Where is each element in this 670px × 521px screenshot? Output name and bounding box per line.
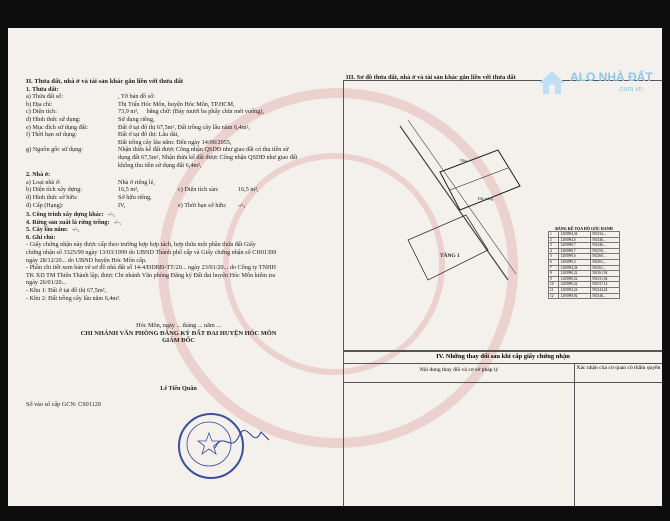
area-label: c) Diện tích: [26, 108, 57, 116]
coordinate-table [548, 226, 620, 299]
coordinate-cell: 1203990,7 [559, 243, 591, 249]
coordinate-table-title: BẢNG KÊ TỌA ĐỘ GÓC RANH [555, 226, 613, 231]
coordinate-cell: 1203990,22 [559, 282, 591, 288]
address-label: b) Địa chỉ: [26, 100, 53, 108]
house-type-label: a) Loại nhà ở: [26, 178, 61, 186]
note-line-8: - Khu 2: Đất trồng cây lâu năm 6,4m². [26, 294, 121, 302]
coordinate-cell: 592150,... [591, 248, 620, 254]
brand-domain: .com.vn [618, 86, 643, 93]
register-number: Số vào sổ cấp GCN: CS01129 [26, 400, 101, 408]
coordinate-cell: 1203998,92 [559, 293, 591, 299]
note-line-2: chứng nhận số 3325/99 ngày 13/03/1999 do UBND Thành phố cấp và Giấy chứng nhận số CH01399 [26, 249, 277, 257]
coordinate-row [549, 293, 620, 299]
floor-area-label: c) Diện tích sàn: [178, 186, 219, 194]
section4-divider [574, 382, 575, 506]
area-value: 73,9 m², [118, 108, 139, 116]
own-term-label: e) Thời hạn sở hữu: [178, 201, 227, 209]
land-title: 1. Thửa đất: [26, 85, 59, 93]
ownership-value: Sở hữu riêng, [118, 193, 152, 201]
note-line-3: ngày 28/12/20... do UBND huyện Hóc Môn cấp. [26, 256, 147, 264]
coordinate-cell: 3 [549, 243, 559, 249]
ownership-label: d) Hình thức sở hữu: [26, 193, 78, 201]
notes-title: 6. Ghi chú: [26, 233, 56, 241]
coordinate-cell: 11 [549, 287, 559, 293]
note-line-5: TK XD TM Thiên Thành lập, được Chi nhánh Văn phòng Đăng ký Đất đai huyện Hóc Môn kiểm tra [26, 271, 276, 279]
house-type-value: Nhà ở riêng lẻ, [118, 178, 155, 186]
purpose-label: e) Mục đích sử dụng đất: [26, 123, 88, 131]
section2-title: II. Thửa đất, nhà ở và tài sản khác gắn liền với thửa đất [26, 78, 184, 85]
coordinate-cell: 1203994,34 [559, 232, 591, 238]
coordinate-cell: 1203994,34 [559, 265, 591, 271]
coordinate-cell: 1203990,22 [559, 276, 591, 282]
svg-text:Đất trống: Đất trống [478, 196, 494, 201]
coordinate-cell: 592161,94 [591, 271, 620, 277]
purpose-value: Đất ở tại đô thị 67,5m², Đất trồng cây lâu năm 6,4m², [118, 123, 250, 131]
origin-value-3: không thu tiền sử dụng đất 6,4m², [118, 161, 202, 169]
coordinate-cell: 592146,... [591, 243, 620, 249]
coordinate-cell: 10 [549, 282, 559, 288]
coordinate-cell: 1203990,7 [559, 248, 591, 254]
coordinate-cell: 1203999,3 [559, 259, 591, 265]
other-works-value: -/-, [107, 211, 116, 219]
coordinate-cell: 12 [549, 293, 559, 299]
forest-value: -/-, [113, 218, 121, 226]
coordinate-cell: 1203994,24 [559, 287, 591, 293]
coordinate-cell: 5 [549, 254, 559, 260]
coordinate-cell: 9 [549, 276, 559, 282]
place-date: Hóc Môn, ngày ... tháng ... năm ... [136, 322, 221, 330]
forest-title: 4. Rừng sản xuất là rừng trồng: [26, 218, 110, 226]
coordinate-cell: 1203990,22 [559, 271, 591, 277]
signature-icon [213, 426, 273, 456]
section4-col-content: Nội dung thay đổi và cơ sở pháp lý [344, 364, 575, 382]
coordinate-cell: 592161,... [591, 265, 620, 271]
note-line-1: - Giấy chứng nhận này được cấp theo trường hợp hợp tách, hợp thửa một phần thửa đất Giấy [26, 241, 256, 249]
signer-name: Lê Tiến Quân [160, 385, 197, 392]
origin-value-2: dụng đất 67,5m², Nhận thừa kế đất được Công nhận QSDĐ như giao đất [118, 153, 298, 161]
coordinate-cell: 2 [549, 237, 559, 243]
term-value-2: Đất trồng cây lâu năm: Đến ngày 14/09/2055, [118, 138, 232, 146]
coordinate-cell: 6 [549, 259, 559, 265]
brand-name: ALO NHÀ ĐẤT [570, 70, 653, 84]
section4-col-confirm: Xác nhận của cơ quan có thẩm quyền [576, 365, 661, 371]
coordinate-cell: 592144,24 [591, 287, 620, 293]
parcel-value: , Tờ bản đồ số: [118, 93, 156, 101]
grade-value: IV, [118, 201, 126, 209]
coordinate-cell: 592160,... [591, 254, 620, 260]
certificate-page [8, 28, 662, 506]
director-title: GIÁM ĐỐC [162, 337, 195, 345]
parcel-diagram [348, 90, 548, 290]
build-area-label: b) Diện tích xây dựng: [26, 186, 82, 194]
coordinate-cell: 592131,94 [591, 276, 620, 282]
usage-form-value: Sử dụng riêng, [118, 115, 155, 123]
coordinate-cell: 1 [549, 232, 559, 238]
issuing-office: CHI NHÁNH VĂN PHÒNG ĐĂNG KÝ ĐẤT ĐAI HUYỆN HÓC MÔN [80, 329, 277, 337]
note-line-7: - Khu 1: Đất ở tại đô thị 67,5m², [26, 287, 107, 295]
term-value: Đất ở tại đô thị: Lâu dài, [118, 131, 179, 139]
other-works-title: 3. Công trình xây dựng khác: [26, 211, 104, 219]
grade-label: đ) Cấp (Hạng): [26, 201, 64, 209]
usage-form-label: d) Hình thức sử dụng: [26, 115, 81, 123]
coordinate-cell: 8 [549, 271, 559, 277]
perennial-title: 5. Cây lâu năm: [26, 226, 68, 234]
coordinate-cell: 592161,... [591, 259, 620, 265]
coordinate-cell: 4 [549, 248, 559, 254]
coordinate-cell: 7 [549, 265, 559, 271]
section4-title: IV. Những thay đổi sau khi cấp giấy chứng nhận [344, 351, 662, 364]
coordinate-cell: 1203994,6 [559, 237, 591, 243]
floor-label: TẦNG 1 [440, 253, 460, 259]
house-logo-icon [538, 68, 566, 96]
own-term-value: -/-, [238, 201, 246, 209]
address-value: Thị Trấn Hóc Môn, huyện Hóc Môn, TP.HCM, [118, 100, 235, 108]
origin-value-1: Nhận thừa kế đất được Công nhận QSDĐ như giao đất có thu tiền sử [118, 146, 289, 154]
section4-table [343, 350, 662, 506]
coordinate-cell: 592146,... [591, 237, 620, 243]
origin-label: g) Nguồn gốc sử dụng: [26, 146, 83, 154]
perennial-value: -/-, [71, 226, 80, 234]
coordinate-cell: 592137,14 [591, 282, 620, 288]
floor-area-value: 16,5 m², [238, 186, 259, 194]
section3-title: III. Sơ đồ thửa đất, nhà ở và tài sản khác gắn liền với thửa đất [346, 74, 516, 81]
house-title: 2. Nhà ở: [26, 171, 51, 179]
build-area-value: 16,5 m², [118, 186, 139, 194]
area-words: bằng chữ: (Bảy mươi ba phẩy chín mét vuông), [146, 108, 264, 116]
parcel-label: a) Thửa đất số: [26, 93, 64, 101]
brand-watermark [538, 64, 662, 104]
note-line-4: - Phần chi tiết xem bản vẽ sơ đồ nhà đất số 14-4/ĐDBĐ-TT/20... ngày 23/01/20... do Công ty TNHH [26, 264, 276, 272]
coordinate-cell: 1203999,6 [559, 254, 591, 260]
term-label: f) Thời hạn sử dụng: [26, 131, 77, 139]
coordinate-cell: 592134,... [591, 232, 620, 238]
svg-text:Nhà: Nhà [460, 158, 467, 163]
coordinate-cell: 592146,... [591, 293, 620, 299]
note-line-6: ngày 26/01/20... [26, 279, 67, 287]
